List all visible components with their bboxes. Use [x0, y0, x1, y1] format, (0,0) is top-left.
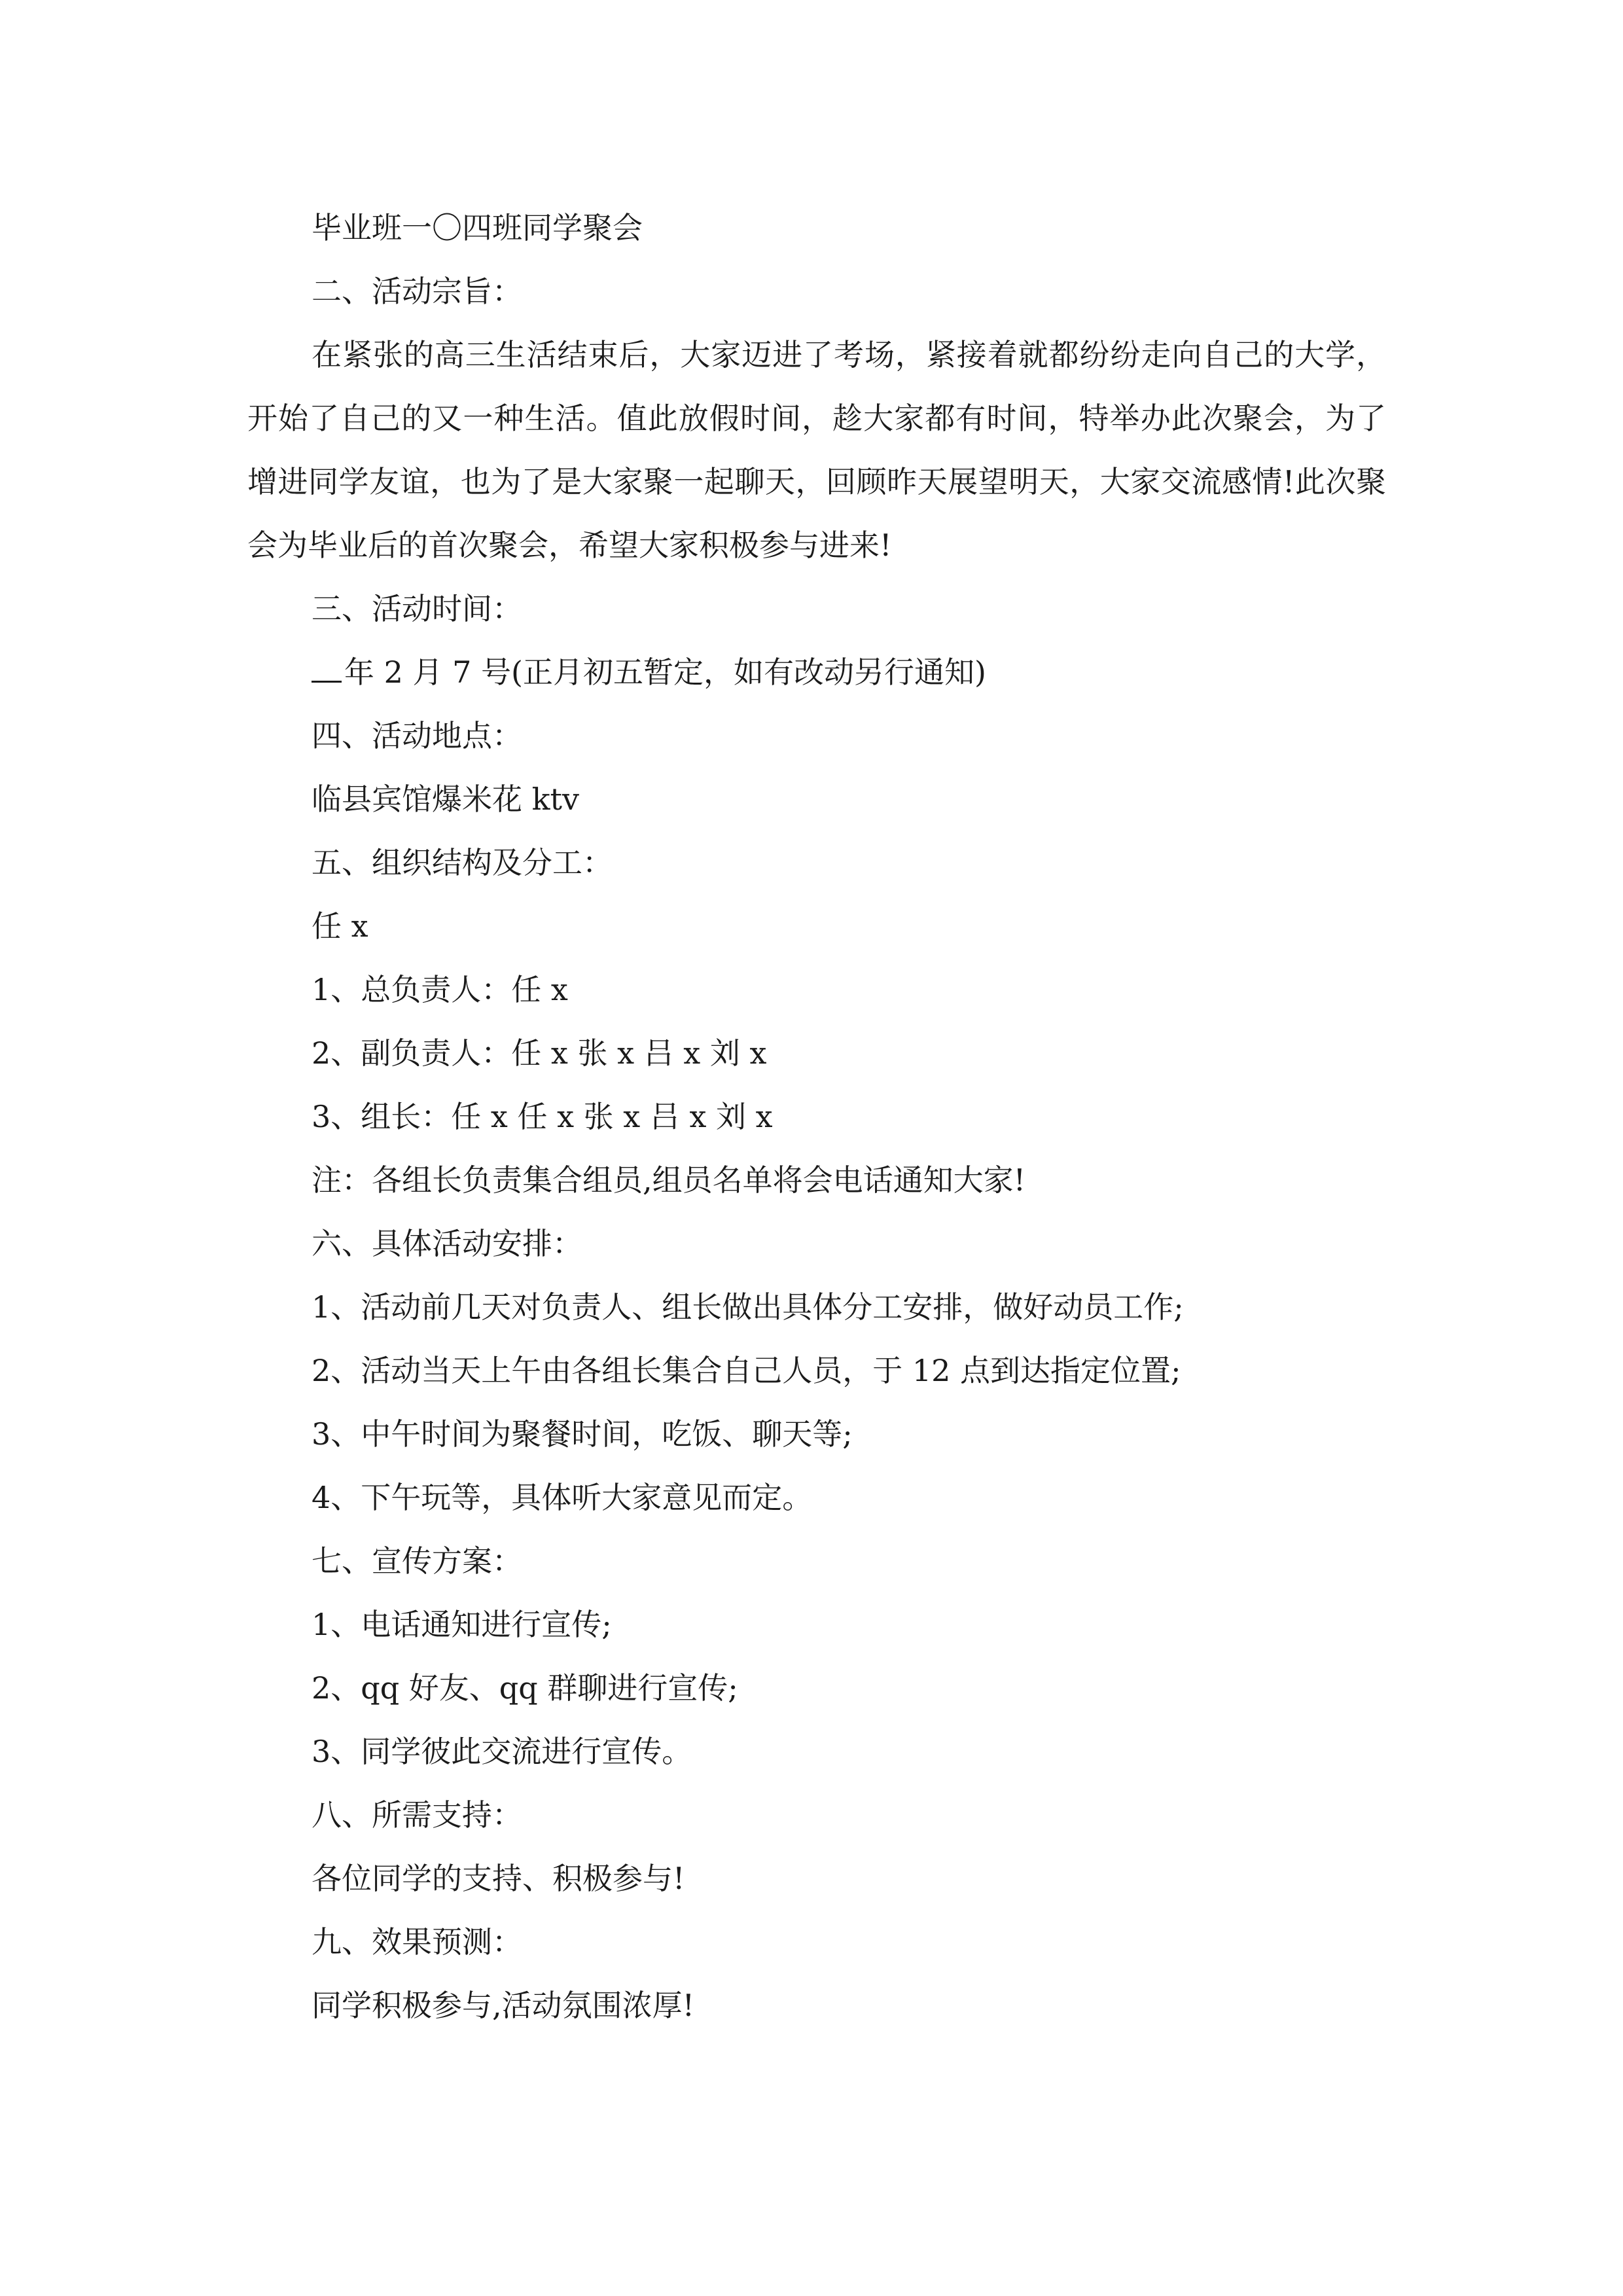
event-date [247, 641, 1386, 704]
section-heading-organization: 五、组织结构及分工： [312, 845, 613, 880]
role-item: 2、副负责人：任 x 张 x 吕 x 刘 x [312, 1035, 767, 1071]
organization-note: 注：各组长负责集合组员,组员名单将会电话通知大家! [312, 1162, 1026, 1198]
schedule-item: 3、中午时间为聚餐时间，吃饭、聊天等; [312, 1416, 853, 1452]
role-item: 1、总负责人：任 x [312, 972, 568, 1007]
event-location: 临县宾馆爆米花 ktv [312, 781, 579, 817]
schedule-item: 2、活动当天上午由各组长集合自己人员，于 12 点到达指定位置; [312, 1353, 1181, 1388]
section-heading-schedule: 六、具体活动安排： [312, 1226, 582, 1261]
document-body [247, 196, 1386, 2037]
section-heading-support: 八、所需支持： [312, 1797, 522, 1833]
support-text: 各位同学的支持、积极参与! [312, 1861, 685, 1896]
section-heading-publicity: 七、宣传方案： [312, 1543, 522, 1579]
expected-effect-text: 同学积极参与,活动氛围浓厚! [312, 1988, 695, 2023]
organizer-name: 任 x [312, 908, 368, 944]
event-date-text: 年 2 月 7 号(正月初五暂定，如有改动另行通知) [344, 655, 986, 690]
section-heading-purpose: 二、活动宗旨： [312, 274, 522, 309]
year-blank [312, 655, 342, 683]
section-heading-effect: 九、效果预测： [312, 1924, 522, 1960]
publicity-item: 1、电话通知进行宣传; [312, 1607, 612, 1642]
role-item: 3、组长：任 x 任 x 张 x 吕 x 刘 x [312, 1099, 773, 1134]
publicity-item: 3、同学彼此交流进行宣传。 [312, 1734, 692, 1769]
purpose-paragraph: 在紧张的高三生活结束后，大家迈进了考场，紧接着就都纷纷走向自己的大学，开始了自己的又一种生活。值此放假时间，趁大家都有时间，特举办此次聚会，为了增进同学友谊，也为了是大家聚一起聊天，回顾昨天展望明天，大家交流感情!此次聚会为毕业后的首次聚会，希望大家积极参与进来! [247, 337, 1386, 563]
section-heading-time: 三、活动时间： [312, 591, 522, 626]
activity-name: 毕业班一〇四班同学聚会 [312, 210, 643, 245]
section-heading-location: 四、活动地点： [312, 718, 522, 753]
schedule-item: 1、活动前几天对负责人、组长做出具体分工安排，做好动员工作; [312, 1289, 1184, 1325]
publicity-item: 2、qq 好友、qq 群聊进行宣传; [312, 1670, 738, 1706]
schedule-item: 4、下午玩等，具体听大家意见而定。 [312, 1480, 813, 1515]
